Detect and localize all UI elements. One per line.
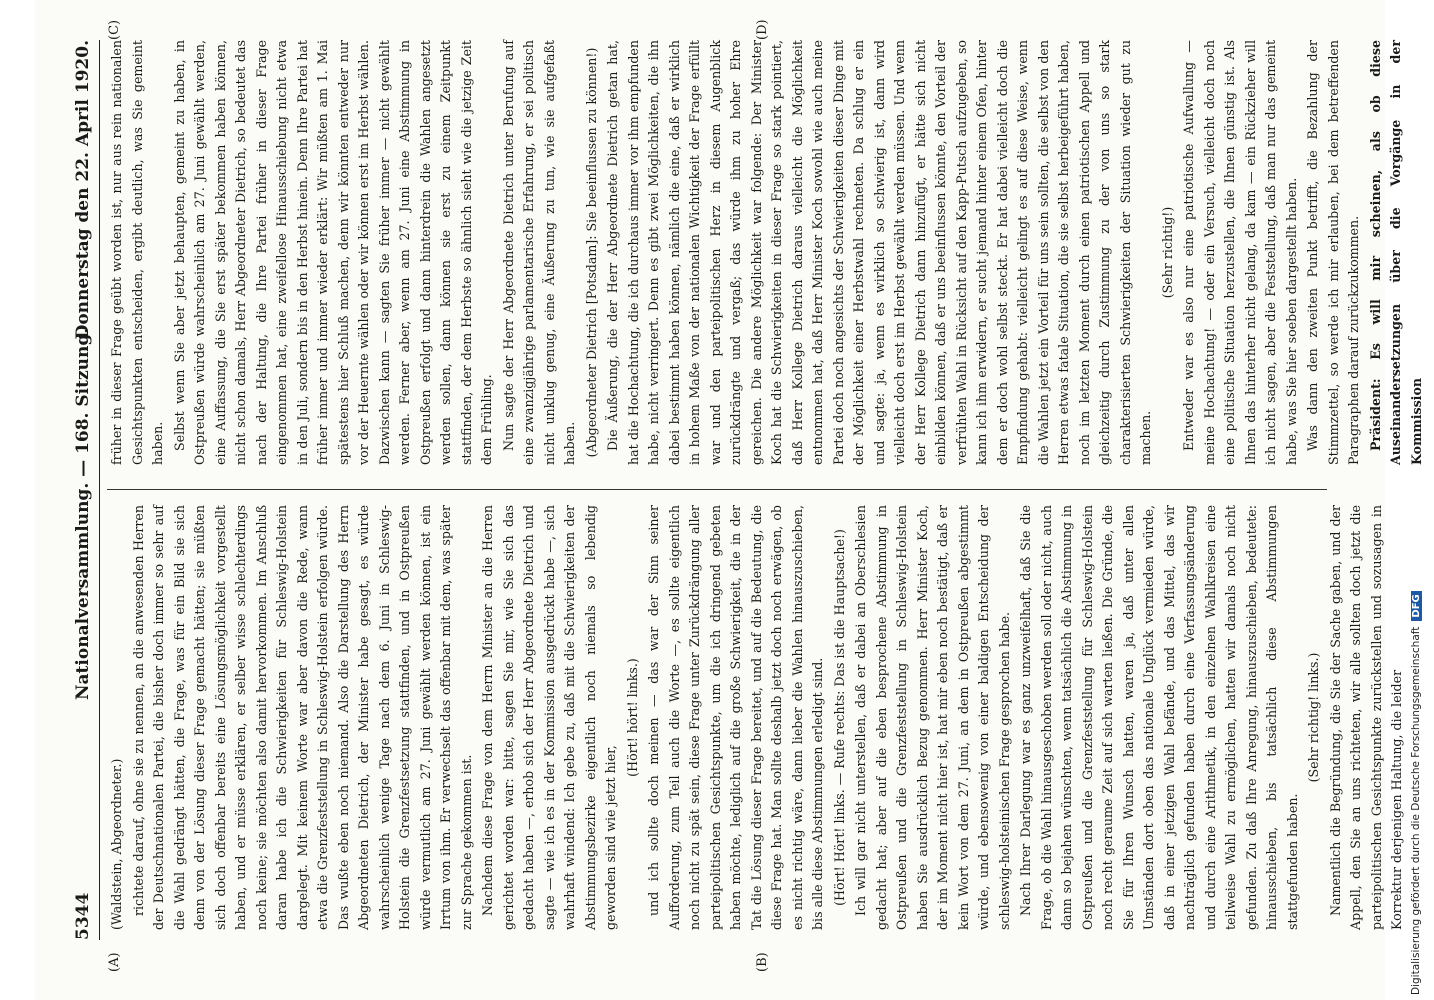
interjection: (Hört! Hört! links. — Rufe rechts: Das ist die Hauptsache!) <box>831 529 847 906</box>
margin-marker-a: (A) <box>107 952 122 972</box>
interjection: (Hört! hört! links.) <box>624 658 640 777</box>
dfg-logo: DFG <box>1411 591 1422 620</box>
paragraph: und ich sollte doch meinen — das war der Sinn seiner Aufforderung, zum Teil auch die Worte —, es sollte eigentlich noch nicht zu spät sein, diese Frage unter Zurückdrängung aller parteipolitischen Gesichtspunkte, um die ich dringend gebeten haben möchte, lediglich auf die große Schwierigkeit, die in der Tat die Lösung dieser Frage bereitet, und auf die Bedeutung, die diese Frage hat. Man sollte deshalb jetzt doch noch erwägen, ob es nicht richtig wäre, dann lieber die Wahlen hinauszuschieben, bis alle diese Abstimmungen erledigt sind. <box>646 505 825 930</box>
header-left-title: Nationalversammlung. — 168. Sitzung. <box>73 327 93 700</box>
margin-marker-b: (B) <box>755 952 770 972</box>
page-number: 5344 <box>73 892 93 940</box>
paragraph: Was dann den zweiten Punkt betrifft, die Bezahlung der Stimmzettel, so werde ich mir erlauben, bei dem betreffenden Paragraphen darauf zurückzukommen. <box>1305 40 1361 465</box>
speaker-note: (Waldstein, Abgeordneter.) <box>109 758 124 930</box>
page-header <box>69 40 100 940</box>
paragraph: richtete darauf, ohne sie zu nennen, an die anwesenden Herren der Deutschnationalen Partei, die bisher doch immer so sehr auf die Wahl gedrängt hätten, die Frage, was für ein Bild sie sich denn von der Lösung dieser Frage gemacht hätten; sie müßten sich doch offenbar bereits eine Lösungsmöglichkeit vorgestellt haben, und er müsse erklären, er selber wisse schlechterdings noch keine; sie möchten also damit hervorkommen. Im Anschluß daran habe ich die Schwierigkeiten für Schleswig-Holstein dargelegt. Mit keinem Worte war aber davon die Rede, wann etwa die Grenzfeststellung in Schleswig-Holstein erfolgen würde. Das wußte eben noch niemand. Also die Darstellung des Herrn Abgeordneten Dietrich, der Minister habe gesagt, es würde wahrscheinlich wenige Tage nach dem 6. Juni in Schleswig-Holstein die Grenzfestsetzung stattfinden, und in Ostpreußen würde vermutlich am 27. Juni gewählt werden können, ist ein Irrtum von ihm. Er verwechselt das offenbar mit dem, was später zur Sprache gekommen ist. <box>130 505 474 930</box>
margin-marker-d: (D) <box>755 19 770 40</box>
paragraph: Entweder war es also nur eine patriotische Aufwallung — meine Hochachtung! — oder ein Versuch, vielleicht doch noch eine politische Situation herzustellen, die Ihnen günstig ist. Als Ihnen das hinterher nicht gelang, da kam — ein Rückzieher will ich nicht sagen, aber die Feststellung, daß man nur das gemeint habe, was Sie hier soeben dargestellt haben. <box>1181 40 1299 465</box>
paragraph: Nach Ihrer Darlegung war es ganz unzweifelhaft, daß Sie die Frage, ob die Wahl hinausgeschoben werden soll oder nicht, auch dann so bejahen wünschten, wenn tatsächlich die Abstimmung in Ostpreußen und die Grenzfeststellung für Schleswig-Holstein noch recht geraume Zeit auf sich warten ließen. Die Gründe, die Sie für Ihren Wunsch hatten, waren ja, daß unter allen Umständen dort oben das nationale Unglück vermieden würde, daß in einer jetzigen Wahl befände, und das Mittel, das wir nachträglich gefunden haben durch eine Verfassungsänderung und durch eine Arithmetik, in den einzelnen Wahlkreisen eine teilweise Wahl zu ermöglichen, hatten wir damals noch nicht gefunden. Zu daß Ihre Anregung, hinauszuschieben, bedeutete: hinausschieben, bis tatsächlich diese Abstimmungen stattgefunden haben. <box>1018 505 1300 930</box>
digitization-credit <box>1410 5 1430 995</box>
credit-text: Digitalisierung gefördert durch die Deutsche Forschungsgemeinschaft <box>1410 626 1422 995</box>
paragraph: Nachdem diese Frage von dem Herrn Minister an die Herren gerichtet worden war: bitte, sagen Sie mir, wie Sie sich das gedacht haben —, erhob sich der Herr Abgeordnete Dietrich und sagte — wie ich es in der Kommission ausgedrückt habe —, sich wahrhaft windend: Ich gebe zu, daß mit die Schwierigkeiten der Abstimmungsbezirke eigentlich noch niemals so lebendig geworden sind wie jetzt hier, <box>480 505 618 930</box>
interjection: (Sehr richtig! links.) <box>1306 652 1321 783</box>
left-column <box>107 505 1404 930</box>
paragraph: Nun sagte der Herr Abgeordnete Dietrich unter Berufung auf eine zwanzigjährige parlamentarische Erfahrung, er sei politisch nicht unklug genug, eine Äußerung zu tun, wie sie aufgefaßt haben. <box>500 40 577 465</box>
paragraph: Die Äußerung, die der Herr Abgeordnete Dietrich getan hat, hat die Hochachtung, die ich durchaus immer vor ihm empfunden habe, nicht verringert. Denn es gibt zwei Möglichkeiten, die ihn dabei bestimmt haben können, nämlich die eine, daß er wirklich in hohem Maße von der nationalen Wichtigkeit der Frage erfüllt war und den parteipolitischen Herz in diesem Augenblick zurückdrängte und vergaß; das würde ihm zu hoher Ehre gereichen. Die andere Möglichkeit war folgende: Der Minister Koch hat die Schwierigkeiten in dieser Frage so stark pointiert, daß Herr Kollege Dietrich daraus vielleicht die Möglichkeit entnommen hat, daß Herr Minister Koch sowohl wie auch meine Partei doch noch angesichts der Schwierigkeiten dieser Dinge mit der Möglichkeit einer Herbstwahl rechneten. Da schlug er ein und sagte: ja, wenn es wirklich so schwierig ist, dann wird vielleicht doch erst im Herbst gewählt werden müssen. Und wenn der Herr Kollege Dietrich dann hinzufügt, er hätte sich nicht einbilden können, daß er uns beeinflussen könnte, den Vorteil der verfrühten Wahl in Rücksicht auf den Kapp-Putsch aufzugeben, so kann ich ihm erwidern, er sucht jemand hinter einem Ofen, hinter dem er doch wohl selbst steckt. Er hat dabei vielleicht doch die Empfindung gehabt: vielleicht gelingt es auf diese Weise, wenn die Wahlen jetzt ein Vorteil für uns sein sollten, die selbst von den Herren etwas fatale Situation, die sie selbst herbeigeführt haben, noch im letzten Moment durch einen patriotischen Appell und gleichzeitig durch Zustimmung zu der von uns so stark charakterisierten Schwierigkeiten der Situation wieder gut zu machen. <box>605 40 1153 465</box>
paragraph: Ich will gar nicht unterstellen, daß er dabei an Oberschlesien gedacht hat; aber auf die eben besprochene Abstimmung in Ostpreußen und die Grenzfeststellung in Schleswig-Holstein haben Sie ausdrücklich Bezug genommen. Herr Minister Koch, der im Moment nicht hier ist, hat mir eben noch bestätigt, daß er kein Wort von dem 27. Juni, an dem in Ostpreußen abgestimmt würde, und ebensowenig von einer baldigen Entscheidung der schleswig-holsteinischen Frage gesprochen habe. <box>853 505 1012 930</box>
paragraph: Namentlich die Begründung, die Sie der Sache gaben, und der Appell, den Sie an uns richteten, wir alle sollten doch jetzt die parteipolitischen Gesichtspunkte zurückstellen und sozusagen in Korrektur derjenigen Haltung, die leider <box>1327 505 1404 930</box>
column-divider <box>107 489 1327 490</box>
header-right-title: Donnerstag den 22. April 1920. <box>73 40 93 340</box>
paragraph: Selbst wenn Sie aber jetzt behaupten, gemeint zu haben, in Ostpreußen würde wahrscheinlich am 27. Juni gewählt werden, eine Auffassung, die Sie erst später bekommen haben können, nicht schon damals, Herr Abgeordneter Dietrich, so bedeutet das nach der Haltung, die Ihre Partei früher in dieser Frage eingenommen hat, eine zweifellose Hinausschiebung nicht etwa in den Juli, sondern bis in den Herbst hinein. Denn Ihre Partei hat früher immer und immer wieder erklärt: Wir müßten am 1. Mai spätestens hier Schluß machen, denn wir könnten entweder nur vor der Heuernte wählen oder wir können erst im Herbst wählen. Dazwischen kann — sagten Sie früher immer — nicht gewählt werden. Ferner aber, wenn am 27. Juni eine Abstimmung in Ostpreußen erfolgt und dann hinterdrein die Wahlen angesetzt werden sollen, dann können sie erst zu einem Zeitpunkt stattfinden, der dem Herbste so ähnlich sieht wie die jetzige Zeit dem Frühling. <box>171 40 494 465</box>
interjection: (Sehr richtig!) <box>1159 206 1175 299</box>
right-column <box>107 40 1424 465</box>
paragraph: Präsident: Es will mir scheinen, als ob diese Auseinandersetzungen über die Vorgänge in der Kommission <box>1367 40 1424 465</box>
paragraph: früher in dieser Frage geübt worden ist, nur aus rein nationalen Gesichtspunkten entscheiden, ergibt deutlich, was Sie gemeint haben. <box>109 40 165 465</box>
interjection: (Abgeordneter Dietrich [Potsdam]: Sie beeinflussen zu können!) <box>583 47 599 458</box>
margin-marker-c: (C) <box>107 19 122 40</box>
